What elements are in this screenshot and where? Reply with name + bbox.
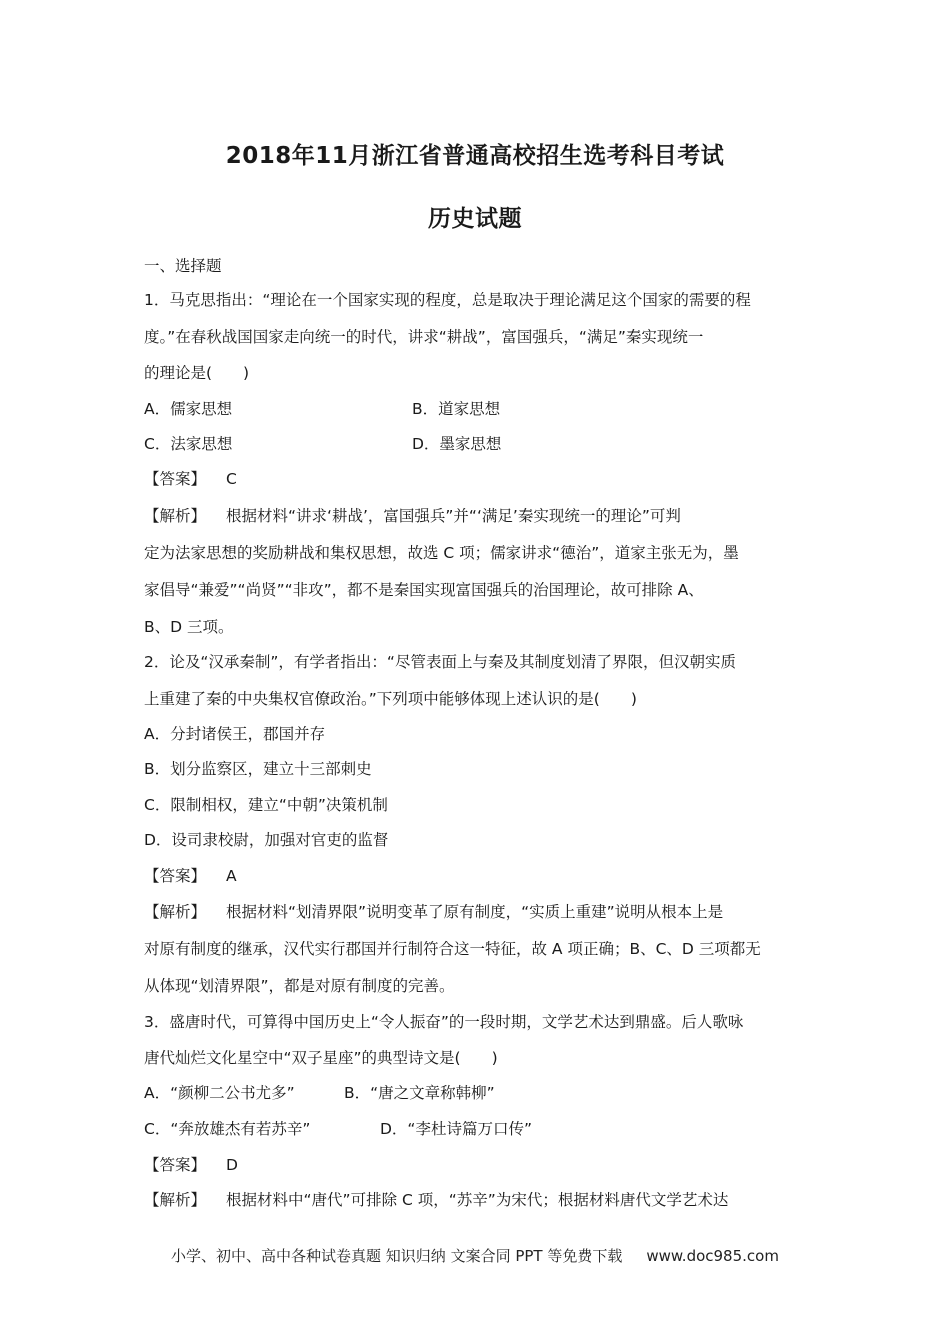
q1-option-b: B．道家思想 <box>412 400 501 418</box>
q2-analysis-line-3: 从体现“划清界限”，都是对原有制度的完善。 <box>144 977 455 995</box>
q1-analysis-line-3: 家倡导“兼爱”“尚贤”“非攻”，都不是秦国实现富国强兵的治国理论，故可排除 A、 <box>144 581 704 599</box>
q1-analysis-line-4: B、D 三项。 <box>144 618 234 636</box>
q2-option-c: C．限制相权，建立“中朝”决策机制 <box>144 796 388 814</box>
footer-text: 小学、初中、高中各种试卷真题 知识归纳 文案合同 PPT 等免费下载 <box>171 1247 623 1265</box>
answer-label: 【答案】 <box>144 470 207 488</box>
answer-label: 【答案】 <box>144 1156 207 1174</box>
analysis-text: 根据材料“讲求‘耕战’，富国强兵”并“‘满足’秦实现统一的理论”可判 <box>226 507 681 525</box>
q1-answer <box>144 469 237 489</box>
q2-analysis-line-2: 对原有制度的继承，汉代实行郡国并行制符合这一特征，故 A 项正确；B、C、D 三项都无 <box>144 940 761 958</box>
q2-option-b: B．划分监察区，建立十三部刺史 <box>144 760 372 778</box>
answer-value: D <box>226 1156 238 1174</box>
q1-option-c: C．法家思想 <box>144 435 233 453</box>
q3-analysis-line-1 <box>144 1190 728 1210</box>
analysis-label: 【解析】 <box>144 903 207 921</box>
q2-stem-line-1: 2．论及“汉承秦制”，有学者指出：“尽管表面上与秦及其制度划清了界限，但汉朝实质 <box>144 653 736 671</box>
q2-answer <box>144 866 237 886</box>
page-footer <box>0 1245 950 1266</box>
q2-option-a: A．分封诸侯王，郡国并存 <box>144 725 326 743</box>
analysis-label: 【解析】 <box>144 507 207 525</box>
footer-url-link[interactable]: www.doc985.com <box>646 1247 779 1265</box>
q2-analysis-line-1 <box>144 902 723 922</box>
section-heading: 一、选择题 <box>144 257 222 275</box>
q3-option-d: D．“李杜诗篇万口传” <box>380 1120 532 1138</box>
analysis-text: 根据材料中“唐代”可排除 C 项，“苏辛”为宋代；根据材料唐代文学艺术达 <box>226 1191 729 1209</box>
q1-analysis-line-1 <box>144 506 681 526</box>
q1-stem-line-3: 的理论是( ) <box>144 364 250 382</box>
q1-option-a: A．儒家思想 <box>144 400 233 418</box>
q2-option-d: D．设司隶校尉，加强对官吏的监督 <box>144 831 389 849</box>
q3-stem-line-2: 唐代灿烂文化星空中“双子星座”的典型诗文是( ) <box>144 1049 498 1067</box>
q1-stem-line-2: 度。”在春秋战国国家走向统一的时代，讲求“耕战”，富国强兵，“满足”秦实现统一 <box>144 328 704 346</box>
answer-value: C <box>226 470 237 488</box>
q3-answer <box>144 1155 238 1175</box>
q3-option-b: B．“唐之文章称韩柳” <box>344 1084 495 1102</box>
analysis-text: 根据材料“划清界限”说明变革了原有制度，“实质上重建”说明从根本上是 <box>226 903 724 921</box>
q3-option-c: C．“奔放雄杰有若苏辛” <box>144 1120 311 1138</box>
q1-option-d: D．墨家思想 <box>412 435 502 453</box>
analysis-label: 【解析】 <box>144 1191 207 1209</box>
q3-stem-line-1: 3．盛唐时代，可算得中国历史上“令人振奋”的一段时期，文学艺术达到鼎盛。后人歌咏 <box>144 1013 744 1031</box>
q1-analysis-line-2: 定为法家思想的奖励耕战和集权思想，故选 C 项；儒家讲求“德治”，道家主张无为，墨 <box>144 544 739 562</box>
q3-option-a: A．“颜柳二公书尤多” <box>144 1084 295 1102</box>
answer-value: A <box>226 867 237 885</box>
q2-stem-line-2: 上重建了秦的中央集权官僚政治。”下列项中能够体现上述认识的是( ) <box>144 690 637 708</box>
exam-title: 2018年11月浙江省普通高校招生选考科目考试 <box>225 143 725 169</box>
exam-subtitle: 历史试题 <box>428 206 522 232</box>
answer-label: 【答案】 <box>144 867 207 885</box>
q1-stem-line-1: 1．马克思指出：“理论在一个国家实现的程度，总是取决于理论满足这个国家的需要的程 <box>144 291 751 309</box>
